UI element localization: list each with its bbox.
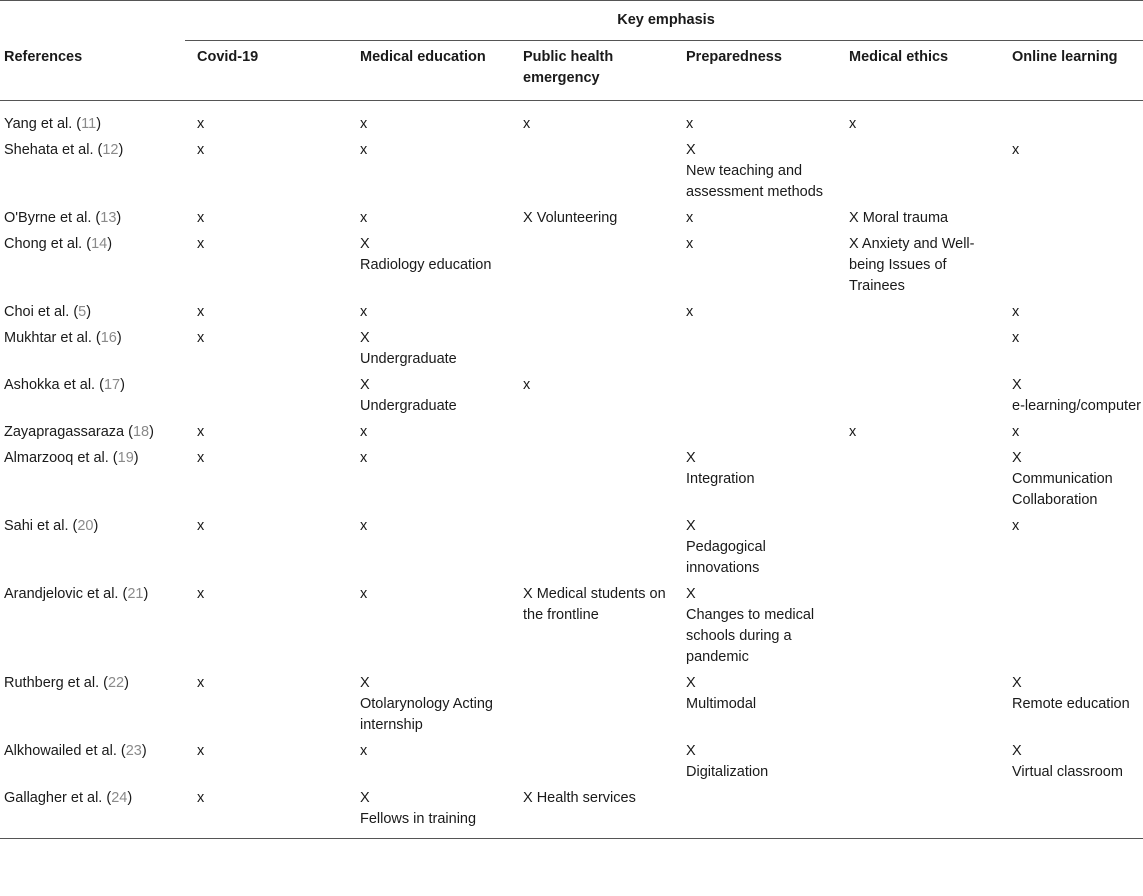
emphasis-cell: x: [197, 116, 205, 132]
emphasis-cell: [837, 299, 1000, 325]
citation-number-link[interactable]: 22: [107, 675, 125, 691]
reference-cell: Zayapragassaraza (18): [4, 424, 154, 440]
table-row: [0, 581, 1143, 670]
table-row: [0, 101, 1143, 138]
reference-cell: Alkhowailed et al. (23): [4, 743, 147, 759]
citation-number-link[interactable]: 19: [117, 450, 134, 466]
table-row: [0, 299, 1143, 325]
emphasis-cell: x: [197, 518, 205, 534]
emphasis-cell: X Medical students on the frontline: [523, 586, 666, 623]
column-header-preparedness: Preparedness: [686, 49, 782, 65]
emphasis-cell: X Otolarynology Acting internship: [360, 675, 493, 733]
table-row: [0, 785, 1143, 839]
emphasis-cell: x: [1012, 518, 1020, 534]
table-row: [0, 325, 1143, 372]
emphasis-cell: x: [849, 424, 857, 440]
reference-cell: Choi et al. (5): [4, 304, 92, 320]
emphasis-cell: x: [686, 304, 694, 320]
reference-name: Mukhtar et al.: [4, 330, 92, 346]
emphasis-cell: [837, 325, 1000, 372]
emphasis-cell: x: [197, 450, 205, 466]
reference-name: Shehata et al.: [4, 142, 94, 158]
emphasis-cell: x: [197, 304, 205, 320]
table-row: [0, 137, 1143, 205]
reference-name: Alkhowailed et al.: [4, 743, 117, 759]
emphasis-cell: x: [523, 377, 531, 393]
column-header-row: [0, 41, 1143, 101]
emphasis-cell: X Multimodal: [686, 675, 757, 712]
citation-number-link[interactable]: 14: [91, 236, 108, 252]
emphasis-cell: X Pedagogical innovations: [686, 518, 766, 576]
emphasis-cell: x: [523, 116, 531, 132]
citation-number-link[interactable]: 20: [77, 518, 94, 534]
emphasis-cell: x: [360, 116, 368, 132]
emphasis-cell: x: [686, 236, 694, 252]
column-header-covid19: Covid-19: [197, 49, 259, 65]
emphasis-cell: x: [360, 304, 368, 320]
emphasis-cell: [511, 299, 674, 325]
emphasis-cell: [511, 137, 674, 205]
emphasis-cell: x: [849, 116, 857, 132]
citation-number-link[interactable]: 5: [78, 304, 87, 320]
emphasis-cell: x: [360, 424, 368, 440]
citation-number-link[interactable]: 16: [100, 330, 117, 346]
key-emphasis-heading: Key emphasis: [185, 1, 1143, 41]
emphasis-cell: x: [686, 210, 694, 226]
emphasis-cell: [1000, 785, 1143, 839]
emphasis-cell: [511, 513, 674, 581]
emphasis-cell: [837, 445, 1000, 513]
citation-number-link[interactable]: 17: [103, 377, 121, 393]
reference-name: Gallagher et al.: [4, 790, 103, 806]
reference-name: O'Byrne et al.: [4, 210, 92, 226]
emphasis-cell: [185, 372, 348, 419]
table-row: [0, 419, 1143, 445]
emphasis-cell: [674, 419, 837, 445]
citation-number-link[interactable]: 13: [100, 210, 117, 226]
emphasis-cell: [837, 581, 1000, 670]
emphasis-cell: [1000, 231, 1143, 299]
column-header-medical-education: Medical education: [360, 49, 486, 65]
emphasis-cell: x: [197, 675, 205, 691]
key-emphasis-header-row: [0, 1, 1143, 41]
table-row: [0, 670, 1143, 738]
emphasis-cell: [511, 670, 674, 738]
emphasis-cell: [511, 231, 674, 299]
reference-cell: Sahi et al. (20): [4, 518, 99, 534]
emphasis-cell: [1000, 581, 1143, 670]
table-row: [0, 513, 1143, 581]
citation-number-link[interactable]: 21: [127, 586, 144, 602]
emphasis-cell: x: [1012, 142, 1020, 158]
emphasis-cell: x: [1012, 330, 1020, 346]
table-row: [0, 738, 1143, 785]
reference-name: Ashokka et al.: [4, 377, 96, 393]
citation-number-link[interactable]: 11: [81, 116, 97, 132]
column-header-medical-ethics: Medical ethics: [849, 49, 949, 65]
emphasis-cell: X Undergraduate: [360, 377, 457, 414]
emphasis-cell: [1000, 101, 1143, 138]
emphasis-cell: x: [360, 586, 368, 602]
reference-cell: Mukhtar et al. (16): [4, 330, 122, 346]
emphasis-cell: X Undergraduate: [360, 330, 457, 367]
emphasis-cell: X Moral trauma: [849, 210, 949, 226]
citation-number-link[interactable]: 24: [111, 790, 128, 806]
reference-cell: Arandjelovic et al. (21): [4, 586, 149, 602]
emphasis-cell: x: [197, 586, 205, 602]
emphasis-cell: x: [686, 116, 694, 132]
emphasis-cell: x: [360, 450, 368, 466]
citation-number-link[interactable]: 18: [132, 424, 150, 440]
empty-corner-cell: [0, 1, 185, 41]
emphasis-cell: x: [197, 790, 205, 806]
reference-name: Yang et al.: [4, 116, 73, 132]
reference-cell: Ashokka et al. (17): [4, 377, 125, 393]
emphasis-cell: X Anxiety and Well-being Issues of Trainees: [849, 236, 975, 294]
emphasis-cell: [511, 325, 674, 372]
column-header-online-learning: Online learning: [1012, 49, 1118, 65]
reference-name: Chong et al.: [4, 236, 83, 252]
emphasis-cell: X New teaching and assessment methods: [686, 142, 824, 200]
emphasis-cell: X Radiology education: [360, 236, 492, 273]
reference-cell: Yang et al. (11): [4, 116, 102, 132]
emphasis-cell: X Changes to medical schools during a pandemic: [686, 586, 815, 665]
emphasis-cell: x: [197, 236, 205, 252]
emphasis-cell: X Integration: [686, 450, 755, 487]
emphasis-cell: X Fellows in training: [360, 790, 477, 827]
emphasis-cell: X Communication Collaboration: [1012, 450, 1113, 508]
reference-cell: Chong et al. (14): [4, 236, 113, 252]
table-body: [0, 101, 1143, 839]
emphasis-cell: X Volunteering: [523, 210, 618, 226]
table-row: [0, 205, 1143, 231]
emphasis-cell: X e-learning/computer: [1012, 377, 1141, 414]
emphasis-cell: [511, 738, 674, 785]
emphasis-cell: x: [197, 210, 205, 226]
table-row: [0, 445, 1143, 513]
reference-cell: Ruthberg et al. (22): [4, 675, 129, 691]
reference-name: Sahi et al.: [4, 518, 69, 534]
citation-number-link[interactable]: 12: [102, 142, 119, 158]
emphasis-cell: x: [197, 330, 205, 346]
emphasis-cell: x: [197, 424, 205, 440]
emphasis-cell: x: [360, 142, 368, 158]
reference-cell: Shehata et al. (12): [4, 142, 124, 158]
emphasis-cell: x: [360, 210, 368, 226]
emphasis-cell: [837, 785, 1000, 839]
emphasis-cell: X Virtual classroom: [1012, 743, 1123, 780]
reference-name: Zayapragassaraza: [4, 424, 125, 440]
emphasis-cell: x: [197, 743, 205, 759]
emphasis-cell: x: [197, 142, 205, 158]
emphasis-cell: [837, 738, 1000, 785]
emphasis-cell: [674, 325, 837, 372]
citation-number-link[interactable]: 23: [125, 743, 142, 759]
reference-cell: Almarzooq et al. (19): [4, 450, 139, 466]
emphasis-cell: [837, 372, 1000, 419]
emphasis-cell: [837, 137, 1000, 205]
emphasis-cell: [511, 445, 674, 513]
reference-cell: O'Byrne et al. (13): [4, 210, 122, 226]
reference-cell: Gallagher et al. (24): [4, 790, 133, 806]
emphasis-cell: X Digitalization: [686, 743, 769, 780]
emphasis-cell: [674, 785, 837, 839]
reference-name: Almarzooq et al.: [4, 450, 109, 466]
emphasis-cell: [511, 419, 674, 445]
emphasis-cell: [837, 670, 1000, 738]
reference-name: Arandjelovic et al.: [4, 586, 119, 602]
reference-name: Choi et al.: [4, 304, 70, 320]
emphasis-cell: [837, 513, 1000, 581]
emphasis-cell: X Health services: [523, 790, 636, 806]
emphasis-cell: x: [360, 743, 368, 759]
column-header-public-health-emergency: Public health emergency: [523, 49, 614, 86]
table-row: [0, 231, 1143, 299]
emphasis-cell: x: [1012, 304, 1020, 320]
references-header: References: [4, 48, 83, 65]
reference-name: Ruthberg et al.: [4, 675, 100, 691]
table-row: [0, 372, 1143, 419]
emphasis-cell: [1000, 205, 1143, 231]
emphasis-cell: x: [360, 518, 368, 534]
emphasis-cell: x: [1012, 424, 1020, 440]
emphasis-cell: [674, 372, 837, 419]
emphasis-cell: X Remote education: [1012, 675, 1130, 712]
